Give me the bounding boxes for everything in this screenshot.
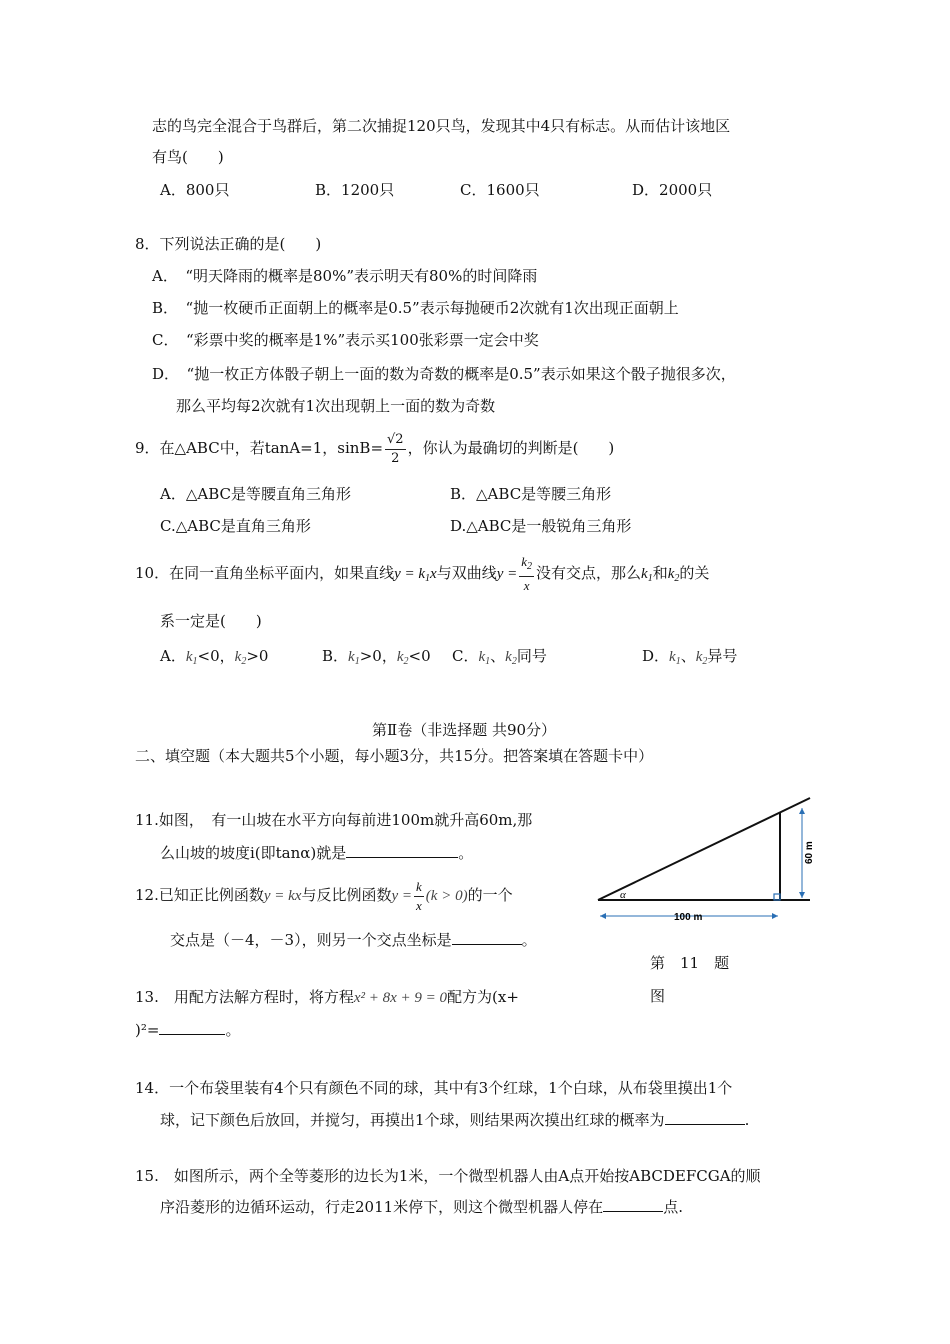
q10-c-k: k: [478, 649, 486, 665]
q10-c-label: C．: [452, 647, 479, 665]
q12-fraction-num: k: [414, 878, 424, 897]
q10-c-sep: 、: [490, 647, 506, 665]
q10-stem: [135, 553, 709, 599]
q10-k1-k: k: [641, 566, 648, 582]
q11-text: 么山坡的坡度i(即tanα)就是: [160, 844, 347, 862]
q10-d-sub2: 2: [702, 656, 708, 667]
q10-fraction: [519, 553, 534, 595]
figure-angle-label: α: [620, 889, 626, 901]
q11-end: 。: [458, 844, 474, 862]
q14-line1: 14．一个布袋里装有4个只有颜色不同的球，其中有3个红球，1个白球，从布袋里摸出1个: [135, 1079, 733, 1097]
q9-option-d: D.△ABC是一般锐角三角形: [450, 517, 632, 535]
section-title: 二、填空题（本大题共5个小题，每小题3分，共15分。把答案填在答题卡中）: [135, 747, 654, 765]
figure-slope-line: [598, 798, 810, 900]
q8-option-d-line1: D． “抛一枚正方体骰子朝上一面的数为奇数的概率是0.5”表示如果这个骰子抛很多次，: [152, 365, 736, 383]
q10-c-k2: k: [505, 649, 512, 665]
q10-option-b: [322, 646, 431, 672]
q9-stem-post: ，你认为最确切的判断是( ): [407, 439, 615, 457]
q7-line1: 志的鸟完全混合于鸟群后，第二次捕捉120只鸟，发现其中4只有标志。从而估计该地区: [152, 117, 731, 135]
q13-text1: 13. 用配方法解方程时，将方程: [135, 988, 354, 1006]
q10-d-sub1: 1: [675, 656, 681, 667]
q10-b-mid: >0，: [359, 647, 397, 665]
q13-text3: )²=: [135, 1021, 160, 1039]
q10-a-end: >0: [246, 647, 269, 665]
q13-line1: [135, 987, 519, 1008]
figure-base-arrow-left: [600, 913, 606, 919]
q9-stem-pre: 9．在△ABC中，若tanA=1，sinB=: [135, 439, 384, 457]
q10-eq1: [394, 566, 437, 582]
q15-line2: [160, 1197, 683, 1217]
q10-text4: 和: [652, 564, 668, 582]
q7-option-a: A．800只: [160, 181, 230, 199]
q10-a-k2: k: [234, 649, 242, 665]
q10-a-sub2: 2: [241, 656, 247, 667]
q10-c-sub1: 1: [485, 656, 491, 667]
q10-b-end: <0: [408, 647, 431, 665]
q10-fraction-den: x: [523, 578, 530, 593]
q9-stem: [135, 430, 614, 468]
q10-k2-sub: 2: [674, 573, 680, 584]
q12-line2: [170, 930, 537, 950]
q12-text4: 交点是（－4，－3），则另一个交点坐标是: [170, 931, 452, 949]
figure-height-arrow-bottom: [799, 892, 805, 898]
q10-d-k: k: [669, 649, 676, 665]
q10-eq1-x: x: [430, 566, 437, 582]
q10-k2: [668, 566, 680, 582]
figure-height-arrow-top: [799, 808, 805, 814]
q12-eq1: y = kx: [263, 888, 302, 904]
q10-k1-sub: 1: [647, 573, 653, 584]
q15-end: 点.: [663, 1198, 683, 1216]
figure-base-label: 100 m: [674, 912, 703, 923]
q15-answer-blank[interactable]: [603, 1197, 663, 1212]
q13-end: 。: [225, 1021, 241, 1039]
q10-d-k2: k: [695, 649, 703, 665]
q14-end: .: [744, 1111, 750, 1129]
q10-eq2-y: y =: [496, 566, 518, 582]
q10-c-sub2: 2: [511, 656, 517, 667]
q10-d-sep: 、: [680, 647, 696, 665]
q13-line2: [135, 1020, 240, 1040]
q15-text: 序沿菱形的边循环运动，行走2011米停下，则这个微型机器人停在: [160, 1198, 604, 1216]
figure-base-arrow-right: [772, 913, 778, 919]
q11-line2: [160, 843, 473, 863]
q10-eq1-sub: 1: [425, 573, 431, 584]
figure-caption-line2: 图: [650, 987, 666, 1005]
q10-fraction-k: k: [521, 554, 528, 569]
q10-b-sub2: 2: [403, 656, 409, 667]
q13-answer-blank[interactable]: [159, 1020, 225, 1035]
q10-eq1-k: y = k: [394, 566, 426, 582]
q10-b-label: B．: [322, 647, 349, 665]
q10-d-label: D．: [642, 647, 670, 665]
q12-text3: 的一个: [467, 886, 513, 904]
q10-b-k2: k: [396, 649, 404, 665]
q13-text2: 配方为(x+: [447, 988, 519, 1006]
q8-stem: 8．下列说法正确的是( ): [135, 235, 322, 253]
q9-option-c: C.△ABC是直角三角形: [160, 517, 311, 535]
q7-option-b: B．1200只: [315, 181, 395, 199]
q12-text2: 与反比例函数: [301, 886, 392, 904]
q12-eq2-y: y =: [391, 888, 413, 904]
q12-line1: [135, 875, 513, 916]
q10-b-k: k: [348, 649, 355, 665]
q10-a-k: k: [185, 649, 193, 665]
q10-text5: 的关: [679, 564, 710, 582]
q8-option-d-line2: 那么平均每2次就有1次出现朝上一面的数为奇数: [176, 397, 496, 415]
q10-k1: [641, 566, 653, 582]
q7-option-c: C．1600只: [460, 181, 540, 199]
q12-condition: (k > 0): [425, 888, 468, 904]
q14-line2: [160, 1110, 749, 1130]
q7-option-d: D．2000只: [632, 181, 713, 199]
figure-height-label: 60 m: [804, 841, 815, 864]
q9-fraction-num: √2: [385, 431, 406, 450]
q10-option-a: [160, 646, 268, 672]
q15-line1: 15. 如图所示，两个全等菱形的边长为1米，一个微型机器人由A点开始按ABCDEFCGA的顺: [135, 1167, 761, 1185]
q7-line2: 有鸟( ): [152, 148, 224, 166]
q10-text3: 没有交点，那么: [536, 564, 642, 582]
q9-option-a: A．△ABC是等腰直角三角形: [160, 485, 351, 503]
q12-fraction-den: x: [416, 897, 422, 913]
q14-answer-blank[interactable]: [665, 1110, 745, 1125]
part2-title: 第Ⅱ卷（非选择题 共90分）: [372, 721, 557, 739]
q11-answer-blank[interactable]: [346, 843, 458, 858]
q10-a-mid: <0，: [197, 647, 235, 665]
q10-k2-k: k: [667, 566, 675, 582]
q9-fraction-den: 2: [391, 450, 400, 466]
q13-equation: x² + 8x + 9 = 0: [353, 990, 448, 1006]
q8-option-b: B． “抛一枚硬币正面朝上的概率是0.5”表示每抛硬币2次就有1次出现正面朝上: [152, 299, 679, 317]
q10-text1: 10．在同一直角坐标平面内，如果直线: [135, 564, 395, 582]
q10-option-c: [452, 646, 547, 672]
q10-b-sub1: 1: [354, 656, 360, 667]
q12-fraction: [414, 878, 424, 915]
q10-d-end: 异号: [707, 647, 738, 665]
q12-end: 。: [521, 931, 537, 949]
q12-answer-blank[interactable]: [452, 930, 522, 945]
q8-option-a: A． “明天降雨的概率是80%”表示明天有80%的时间降雨: [152, 267, 538, 285]
q10-c-end: 同号: [516, 647, 547, 665]
q10-a-sub1: 1: [192, 656, 198, 667]
q12-text1: 12.已知正比例函数: [135, 886, 264, 904]
q14-text: 球，记下颜色后放回，并搅匀，再摸出1个球，则结果两次摸出红球的概率为: [160, 1111, 665, 1129]
q10-text2: 与双曲线: [436, 564, 497, 582]
q10-fraction-sub: 2: [527, 561, 533, 572]
q10-line2: 系一定是( ): [160, 612, 262, 630]
q10-fraction-num: [519, 553, 534, 577]
q9-fraction: [385, 431, 406, 468]
q10-option-d: [642, 646, 737, 672]
q10-a-label: A．: [160, 647, 186, 665]
q8-option-c: C． “彩票中奖的概率是1%”表示买100张彩票一定会中奖: [152, 331, 539, 349]
q11-line1: 11.如图， 有一山坡在水平方向每前进100m就升高60m,那: [135, 811, 533, 829]
figure-caption-line1: 第 11 题: [650, 954, 730, 972]
q9-option-b: B．△ABC是等腰三角形: [450, 485, 612, 503]
slope-figure: [590, 790, 820, 930]
